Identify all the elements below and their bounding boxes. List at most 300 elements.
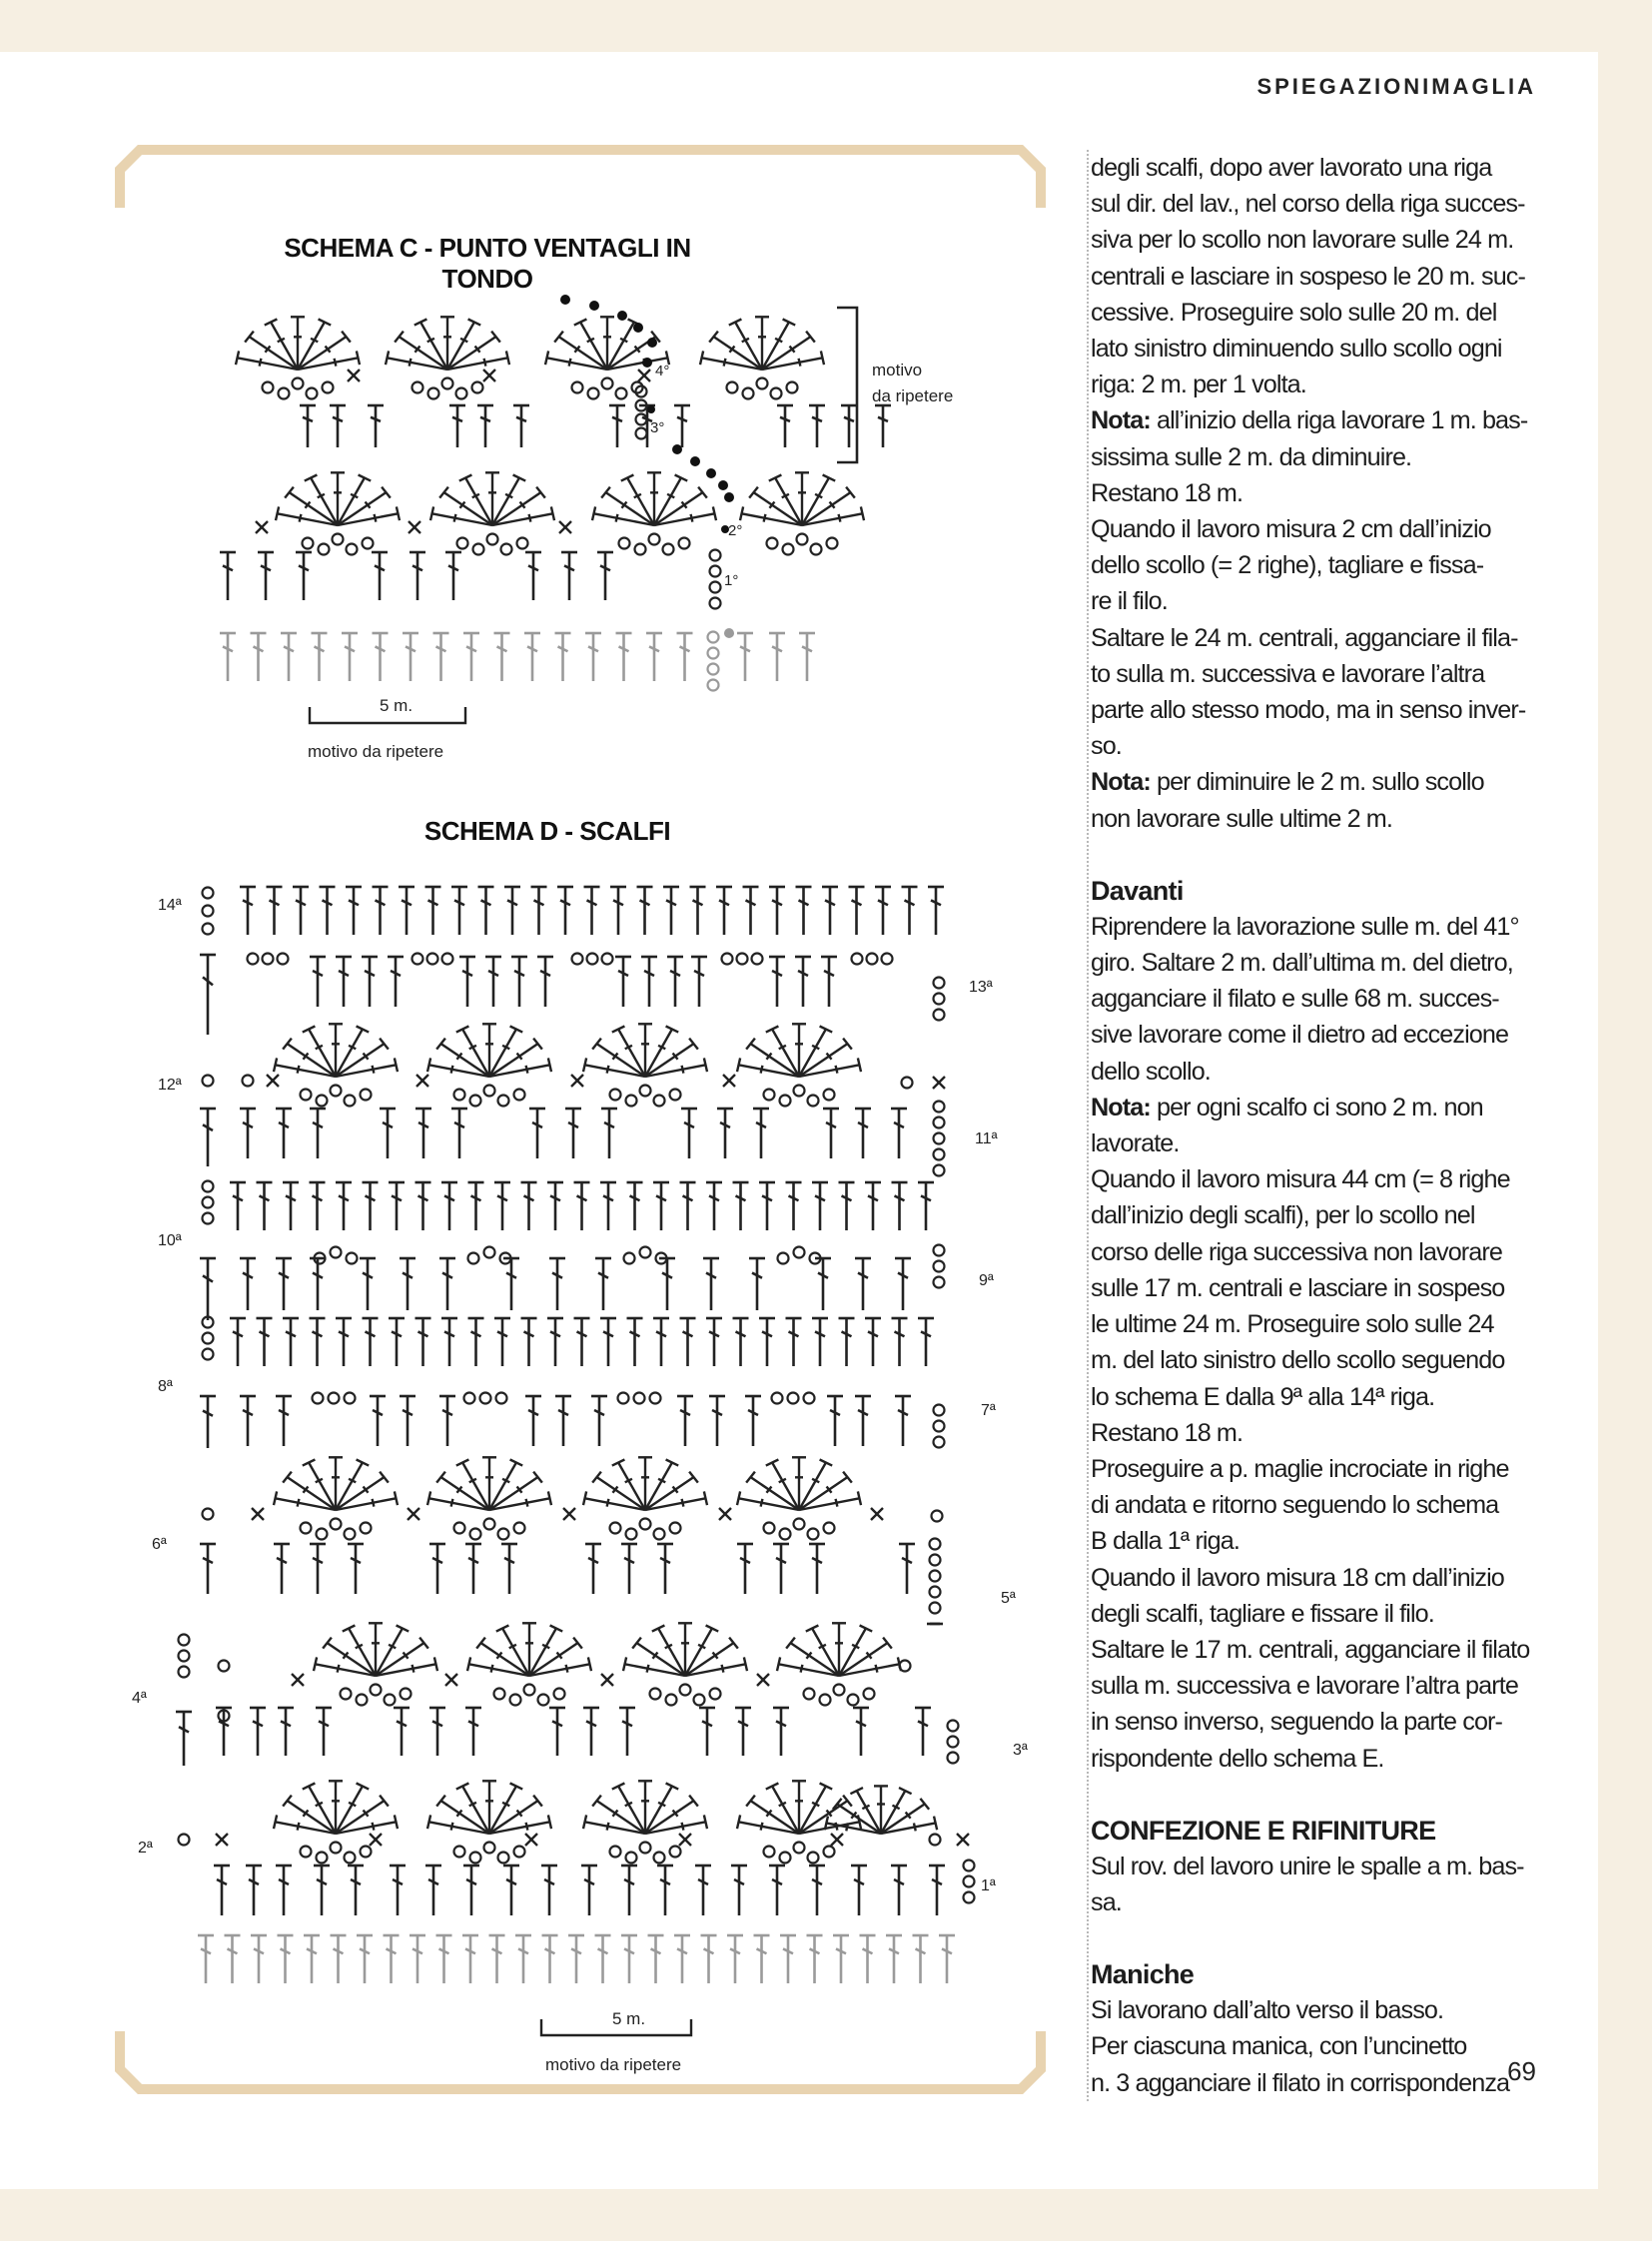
schema-d-bottom-label: motivo da ripetere [545,2055,682,2074]
stitch-dc [310,1109,326,1158]
stitch-chain [626,1096,637,1107]
stitch-chain [317,1096,328,1107]
stitch-chain [203,906,214,917]
stitch-chain [514,1847,525,1858]
schema-c-title: SCHEMA C - PUNTO VENTAGLI IN TONDO [284,233,691,294]
stitch-chain [179,1635,190,1646]
stitch-dc [773,1544,789,1594]
stitch-dc [485,957,501,1007]
row-label-right: 11ª [975,1130,998,1147]
spacer [1089,837,1558,873]
page-number: 69 [1507,2056,1536,2086]
stitch-dc [363,1182,379,1230]
stitch-dc [503,1258,519,1310]
stitch-chain [626,1529,637,1540]
stitch-dc [380,1109,396,1158]
stitch-dc [463,1866,479,1915]
stitch-dc [680,1182,696,1230]
stitch-dc [895,1258,911,1310]
stitch-chain [468,1253,479,1264]
stitch-dc [769,1866,785,1915]
spacer [1089,1777,1558,1813]
schema-c-scale-label: 5 m. [380,696,413,715]
diagram-frame [118,148,1043,2091]
stitch-dc [703,1258,719,1310]
stitch-chain [930,1603,941,1614]
stitch-dc [918,1318,934,1366]
stitch-dc [542,1935,558,1983]
stitch-chain [243,1076,254,1087]
stitch-chain [824,1847,835,1858]
text-line: agganciare il filato e sulle 68 m. succes- [1091,985,1499,1014]
text-line: m. del lato sinistro dello scollo seguendo [1091,1346,1505,1375]
stitch-fan [777,1623,901,1676]
stitch-chain [610,1523,621,1534]
stitch-dc [860,1935,876,1983]
stitch-dc [595,1258,611,1310]
stitch-chain [484,1843,495,1854]
stitch-dc [441,1182,457,1230]
stitch-dc [913,1935,929,1983]
schema-c-round-3: 3° [650,419,665,436]
text-line: lavorate. [1091,1129,1180,1158]
stitch-dc [429,1544,445,1594]
stitch-dc [278,1708,294,1756]
text-line: rispondente dello schema E. [1091,1744,1384,1773]
page [0,52,1598,2189]
stitch-dc [276,1258,292,1310]
stitch-chain [454,1847,465,1858]
schema-c-round-2: 2° [728,522,743,539]
stitch-chain [930,1555,941,1566]
text-line: riga: 2 m. per 1 volta. [1091,371,1306,399]
stitch-chain [496,1393,507,1404]
stitch-chain [780,1529,791,1540]
stitch-dc [706,1318,722,1366]
text-line: sulla m. successiva e lavorare l’altra parte [1091,1672,1518,1701]
stitch-chain [666,1695,677,1706]
stitch-dc [621,1935,637,1983]
stitch-fan [274,1024,398,1077]
stitch-dc [637,887,653,935]
stitch-dc [769,957,785,1007]
stitch-chain [385,1695,396,1706]
stitch-dc [574,1182,590,1230]
stitch-sc [719,1508,731,1520]
text-line: Si lavorano dall’alto verso il basso. [1091,1996,1444,2025]
stitch-dc [549,1708,565,1756]
stitch-chain [626,1853,637,1864]
stitch-dc [855,1258,871,1310]
stitch-chain [788,1393,799,1404]
stitch-dc [754,1935,770,1983]
stitch-dc [674,1935,690,1983]
stitch-dc [200,1396,216,1448]
stitch-dc [574,1318,590,1366]
stitch-dc [939,1935,955,1983]
stitch-chain [864,1689,875,1700]
stitch-dc [525,1396,541,1446]
stitch-chain [934,1165,945,1176]
stitch-dc [749,1258,765,1310]
text-line: dello scollo (= 2 righe), tagliare e fissa- [1091,551,1484,580]
stitch-dc [812,1182,828,1230]
stitch-dc [501,1544,517,1594]
stitch-dc [833,1935,849,1983]
stitch-chain [654,1529,665,1540]
stitch-chain [900,1661,911,1672]
stitch-dc [621,1544,637,1594]
stitch-chain [480,1393,491,1404]
text-line: centrali e lasciare in sospeso le 20 m. suc- [1091,262,1525,291]
stitch-dc [529,1109,545,1158]
stitch-dc [521,1182,537,1230]
row-label-left: 10ª [158,1232,182,1249]
text-line: Proseguire a p. maglie incrociate in righe [1091,1454,1509,1483]
nota-label: Nota: [1091,768,1151,797]
stitch-chain [331,1843,342,1854]
stitch-fan [314,1623,437,1676]
stitch-dc [230,1182,246,1230]
stitch-dc [504,887,520,935]
text-line: so. [1091,732,1122,761]
text-line: n. 3 agganciare il filato in corrispondenza [1091,2068,1510,2097]
stitch-chain [867,954,878,965]
stitch-chain [464,1393,475,1404]
stitch-chain [640,1519,651,1530]
row-label-right: 7ª [981,1402,996,1419]
text-line: to sulla m. successiva e lavorare l’altra [1091,659,1485,688]
stitch-chain [804,1689,815,1700]
stitch-dc [769,887,785,935]
stitch-dc [310,1182,326,1230]
stitch-dc [827,1396,843,1446]
stitch-chain [524,1685,535,1696]
stitch-sc [563,1508,575,1520]
stitch-dc [875,887,891,935]
stitch-dc [583,1708,599,1756]
stitch-dc [388,957,404,1007]
stitch-chain [964,1876,975,1887]
stitch-dc [240,887,256,935]
stitch-chain [329,1393,340,1404]
stitch-chain [361,1523,372,1534]
stitch-dc [892,1318,908,1366]
stitch-dc [773,1708,789,1756]
stitch-chain [357,1695,368,1706]
text-line: Saltare le 17 m. centrali, agganciare il filato [1091,1635,1530,1664]
stitch-chain [610,1847,621,1858]
stitch-dc [759,1318,775,1366]
stitch-fan [737,1024,861,1077]
stitch-dc [733,1318,749,1366]
stitch-dc [795,957,811,1007]
stitch-dc [653,1318,669,1366]
stitch-sc [601,1674,613,1686]
stitch-dc [230,1318,246,1366]
schema-c-side-label-2: da ripetere [872,386,954,405]
row-label-right: 9ª [979,1272,994,1289]
nota-text: per ogni scalfo ci sono 2 m. non [1150,1093,1483,1121]
stitch-chain [484,1247,495,1258]
text-line: Restano 18 m. [1091,1418,1243,1447]
stitch-dc [733,1182,749,1230]
nota-label: Nota: [1091,406,1151,435]
stitch-chain [930,1835,941,1846]
section-header: SPIEGAZIONIMAGLIA [1256,74,1536,99]
stitch-chain [179,1835,190,1846]
stitch-dc [648,1935,664,1983]
stitch-chain [454,1523,465,1534]
stitch-chain [930,1587,941,1598]
text-line: dello scollo. [1091,1057,1211,1086]
stitch-dc [304,1935,320,1983]
stitch-sc [216,1834,228,1846]
stitch-chain [640,1247,651,1258]
text-line: degli scalfi, tagliare e fissare il filo. [1091,1599,1434,1628]
stitch-dc [865,1318,881,1366]
stitch-dc [641,957,657,1007]
stitch-chain [470,1853,481,1864]
stitch-dc [251,1935,267,1983]
stitch-dc [717,1109,733,1158]
stitch-chain [640,1086,651,1097]
schema-c-side-label-1: motivo [872,361,923,379]
stitch-dc [465,1544,481,1594]
stitch-sc [408,1508,419,1520]
stitch-chain [331,1247,342,1258]
stitch-dc [400,1258,415,1310]
stitch-dc [257,1182,273,1230]
stitch-chain [930,1571,941,1582]
row-label-right: 3ª [1013,1742,1028,1759]
stitch-dc [240,1109,256,1158]
stitch-chain [834,1685,845,1696]
stitch-chain [572,954,583,965]
text-line: Riprendere la lavorazione sulle m. del 41° [1091,912,1519,941]
stitch-chain [934,1261,945,1272]
stitch-dc [511,957,527,1007]
text-line: Restano 18 m. [1091,478,1243,507]
stitch-chain [934,978,945,989]
stitch-chain [514,1090,525,1101]
text-line: giro. Saltare 2 m. dall’ultima m. del dietro, [1091,949,1513,978]
row-label-left: 8ª [158,1378,173,1395]
stitch-dc [581,1866,597,1915]
stitch-dc [555,1396,571,1446]
stitch-dc [849,887,865,935]
stitch-chain [248,954,259,965]
stitch-dc [610,887,626,935]
stitch-chain [752,954,763,965]
stitch-dc [928,887,944,935]
stitch-dc [436,1935,452,1983]
text-line: cessive. Proseguire solo sulle 20 m. del [1091,298,1497,327]
text-line: lato sinistro diminuendo sullo scollo ogni [1091,335,1502,364]
text-line: Saltare le 24 m. centrali, agganciare il fila- [1091,623,1518,652]
stitch-chain [587,954,598,965]
stitch-dc [200,1258,216,1320]
stitch-fan [737,1457,861,1510]
stitch-dc [389,1318,405,1366]
stitch-chain [808,1529,819,1540]
stitch-chain [203,1333,214,1344]
stitch-dc [680,1318,696,1366]
stitch-dc [370,1396,386,1446]
stitch-dc [743,887,759,935]
stitch-dc [653,1182,669,1230]
stitch-chain [278,954,289,965]
stitch-chain [538,1695,549,1706]
nota-line [1091,764,1558,800]
stitch-fan [274,1457,398,1510]
stitch-fan [467,1623,591,1676]
stitch-dc [451,887,467,935]
stitch-dc [462,1935,478,1983]
stitch-chain [347,1253,358,1264]
stitch-chain [670,1847,681,1858]
stitch-chain [772,1393,783,1404]
stitch-chain [203,1076,214,1087]
stitch-dc [915,1708,931,1756]
row-label-left: 2ª [138,1840,153,1857]
stitch-sc [757,1674,769,1686]
stitch-dc [600,1318,616,1366]
stitch-dc [489,1935,505,1983]
stitch-dc [200,1109,216,1166]
text-line: le ultime 24 m. Proseguire solo sulle 24 [1091,1310,1494,1339]
stitch-dc [267,887,283,935]
nota-text: all’inizio della riga lavorare 1 m. bas- [1150,406,1528,435]
text-line: sissima sulle 2 m. da diminuire. [1091,442,1412,471]
stitch-dc [591,1396,607,1446]
stitch-dc [531,887,547,935]
stitch-chain [794,1519,805,1530]
text-line: Per ciascuna manica, con l’uncinetto [1091,2032,1467,2061]
spacer [1089,1920,1558,1956]
stitch-dc [384,1935,400,1983]
stitch-chain [301,1847,312,1858]
stitch-chain [331,1086,342,1097]
stitch-chain [804,1393,815,1404]
stitch-chain [764,1090,775,1101]
stitch-dc [809,1544,825,1594]
stitch-fan [427,1024,551,1077]
stitch-chain [902,1078,913,1089]
stitch-dc [786,1318,802,1366]
stitch-dc [389,1182,405,1230]
stitch-dc [822,887,838,935]
nota-text: per diminuire le 2 m. sullo scollo [1150,768,1484,797]
stitch-chain [203,1349,214,1360]
stitch-dc [362,957,378,1007]
stitch-dc [316,1708,332,1756]
stitch-chain [624,1253,635,1264]
stitch-dc [429,1708,445,1756]
stitch-chain [934,1118,945,1128]
stitch-dc [176,1712,192,1766]
stitch-dc [568,1935,584,1983]
text-line: lo schema E dalla 9ª alla 14ª riga. [1091,1382,1435,1411]
stitch-chain [934,994,945,1005]
instructions-column [1087,150,1558,2101]
stitch-chain [498,1853,509,1864]
stitch-dc [310,1544,326,1594]
schema-d-scale-label: 5 m. [612,2009,646,2028]
stitch-dc [283,1318,299,1366]
stitch-dc [363,1318,379,1366]
stitch-chain [484,1086,495,1097]
stitch-chain [454,1090,465,1101]
stitch-chain [602,954,613,965]
stitch-chain [179,1667,190,1678]
stitch-fan [583,1024,707,1077]
stitch-dc [225,1935,241,1983]
stitch-chain [510,1695,521,1706]
stitch-dc [902,887,918,935]
stitch-dc [584,887,600,935]
stitch-sc [957,1834,969,1846]
text-line: in senso inverso, seguendo la parte cor- [1091,1708,1503,1737]
stitch-dc [521,1318,537,1366]
stitch-dc [274,1544,290,1594]
stitch-dc [796,887,812,935]
stitch-dc [699,1708,715,1756]
stitch-chain [948,1753,959,1764]
stitch-dc [541,1866,557,1915]
stitch-chain [650,1393,661,1404]
stitch-sc [292,1674,304,1686]
stitch-chain [824,1090,835,1101]
stitch-dc [595,1935,611,1983]
stitch-dc [627,1318,643,1366]
stitch-dc [895,1396,911,1446]
stitch-dc [547,1182,563,1230]
stitch-sc [416,1075,428,1087]
stitch-dc [310,1318,326,1366]
stitch-dc [891,1109,907,1158]
text-line: sa. [1091,1887,1122,1916]
stitch-dc [737,1544,753,1594]
stitch-chain [361,1847,372,1858]
stitch-chain [934,1102,945,1113]
stitch-chain [934,1010,945,1021]
stitch-sc [525,1834,537,1846]
stitch-chain [345,1529,356,1540]
stitch-dc [415,1182,431,1230]
stitch-chain [948,1721,959,1732]
stitch-chain [934,1405,945,1416]
stitch-chain [427,954,438,965]
stitch-dc [585,1544,601,1594]
stitch-chain [794,1247,805,1258]
stitch-dc [283,1182,299,1230]
stitch-chain [808,1096,819,1107]
stitch-chain [219,1661,230,1672]
stitch-dc [346,887,362,935]
stitch-sc [831,1834,843,1846]
text-line: non lavorare sulle ultime 2 m. [1091,804,1392,833]
nota-line [1091,402,1558,438]
text-line: Sul rov. del lavoro unire le spalle a m. bas- [1091,1852,1524,1880]
stitch-dc [336,1318,352,1366]
stitch-chain [484,1519,495,1530]
stitch-dc [667,957,683,1007]
stitch-dc [918,1182,934,1230]
stitch-chain [470,1096,481,1107]
stitch-sc [445,1674,457,1686]
stitch-chain [179,1651,190,1662]
